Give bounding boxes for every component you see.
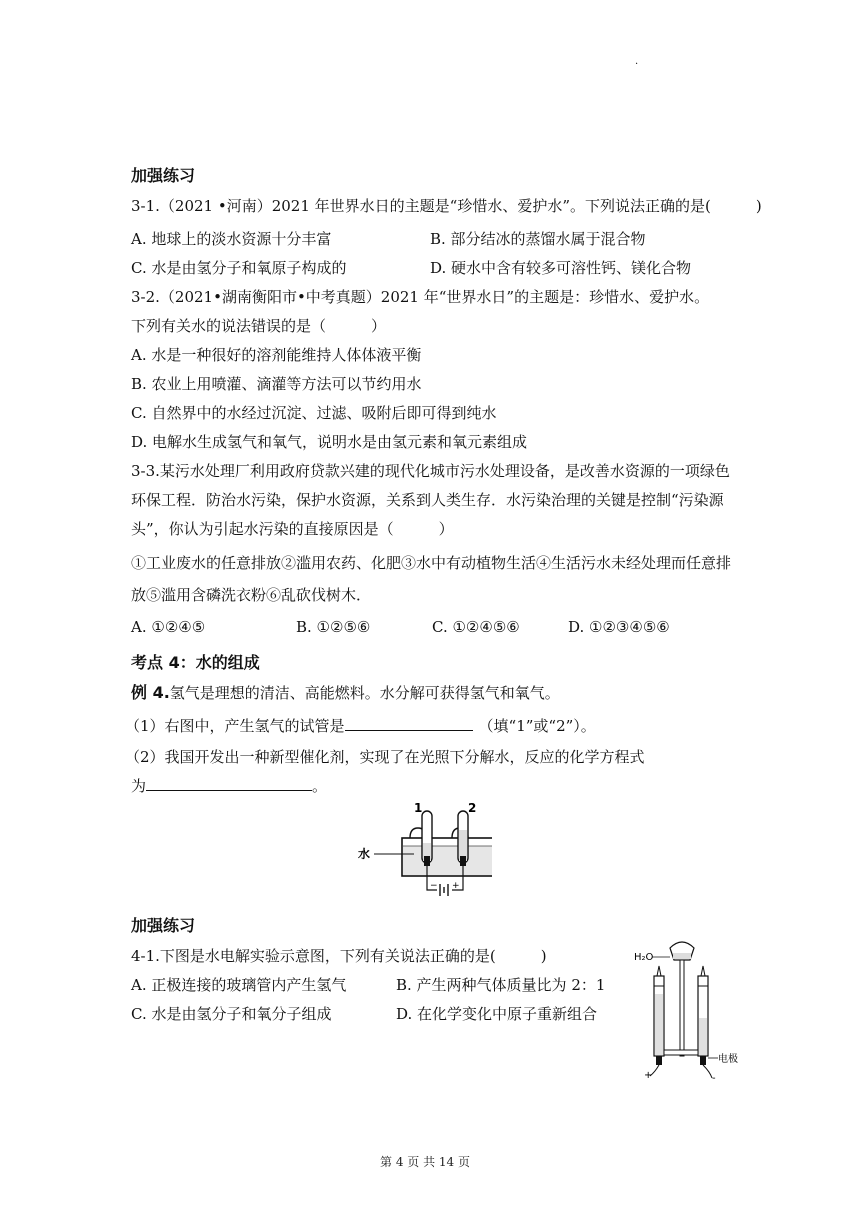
example-line [131,683,560,703]
minus-terminal: - [712,1073,716,1083]
option-c: C. 自然界中的水经过沉淀、过滤、吸附后即可得到纯水 [131,404,497,422]
sub-question-2: （2）我国开发出一种新型催化剂，实现了在光照下分解水，反应的化学方程式 [125,748,645,766]
electrode-label: 电极 [718,1054,738,1065]
section-title: 加强练习 [131,166,196,185]
section-title: 加强练习 [131,916,196,935]
option-a: A. 水是一种很好的溶剂能维持人体体液平衡 [131,346,422,364]
option-b: B. 产生两种气体质量比为 2：1 [396,976,606,994]
question-stem: 4-1.下图是水电解实验示意图，下列有关说法正确的是( ) [131,947,547,965]
option-d: D. ①②③④⑤⑥ [568,618,670,636]
option-a: A. 正极连接的玻璃管内产生氢气 [131,976,347,994]
question-stem: 3-1.（2021 •河南）2021 年世界水日的主题是“珍惜水、爱护水”。下列说法正确的是( ) [131,197,762,215]
option-a: A. ①②④⑤ [131,618,206,636]
sub-question-1-hint: （填“1”或“2”）。 [478,717,596,735]
option-d: D. 硬水中含有较多可溶性钙、镁化合物 [430,259,692,277]
hofmann-apparatus-figure [630,938,750,1083]
sub-question-2-cont [131,776,327,796]
sub-question-2-post: 。 [312,777,328,795]
question-stem-cont: 放⑤滥用含磷洗衣粉⑥乱砍伐树木． [131,586,372,604]
option-b: B. ①②⑤⑥ [296,618,371,636]
sub-question-1-text: （1）右图中，产生氢气的试管是 [125,717,345,735]
header-mark: . [635,56,639,67]
h2o-label: H₂O [634,952,654,963]
answer-blank-1[interactable] [345,716,473,731]
question-stem-cont: 头”，你认为引起水污染的直接原因是（ ） [131,520,454,538]
page-footer: 第 4 页 共 14 页 [380,1155,470,1169]
question-stem-cont: 下列有关水的说法错误的是（ ） [131,317,387,335]
option-c: C. 水是由氢分子和氧原子构成的 [131,259,347,277]
option-c: C. ①②④⑤⑥ [432,618,520,636]
tube-label-1: 1 [414,801,423,815]
answer-blank-2[interactable] [146,776,312,791]
option-d: D. 电解水生成氢气和氧气，说明水是由氢元素和氧元素组成 [131,433,528,451]
topic-title: 考点 4：水的组成 [131,653,260,672]
electrolysis-figure [352,798,492,903]
water-label: 水 [358,847,371,861]
option-a: A. 地球上的淡水资源十分丰富 [131,230,332,248]
battery-minus: − [430,881,438,891]
tube-label-2: 2 [468,801,477,815]
question-stem-cont: ①工业废水的任意排放②滥用农药、化肥③水中有动植物生活④生活污水未经处理而任意排 [131,554,732,572]
example-label: 例 4. [131,683,170,702]
question-stem-cont: 环保工程．防治水污染，保护水资源，关系到人类生存．水污染治理的关键是控制“污染源 [131,491,724,509]
question-stem: 3-2.（2021•湖南衡阳市•中考真题）2021 年“世界水日”的主题是：珍惜水、爱护水。 [131,288,710,306]
question-stem: 3-3.某污水处理厂利用政府贷款兴建的现代化城市污水处理设备，是改善水资源的一项绿色 [131,462,730,480]
sub-question-2-pre: 为 [131,777,147,795]
battery-plus: + [452,881,460,891]
option-b: B. 部分结冰的蒸馏水属于混合物 [430,230,646,248]
example-text: 氢气是理想的清洁、高能燃料。水分解可获得氢气和氧气。 [169,684,560,702]
option-b: B. 农业上用喷灌、滴灌等方法可以节约用水 [131,375,422,393]
option-c: C. 水是由氢分子和氧分子组成 [131,1005,332,1023]
plus-terminal: + [644,1070,653,1081]
option-d: D. 在化学变化中原子重新组合 [396,1005,598,1023]
sub-question-1 [125,716,596,736]
